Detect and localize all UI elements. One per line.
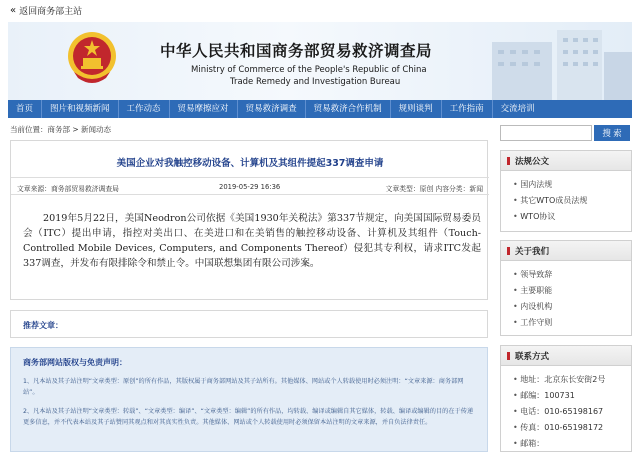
back-to-mofcom-link[interactable] [10, 4, 82, 17]
sidebar-header [501, 151, 631, 171]
sidebar-link-main-functions[interactable]: • 主要职能 [513, 283, 631, 299]
sidebar-link-departments[interactable]: • 内设机构 [513, 299, 631, 315]
nav-item-photo-video-news[interactable]: 图片和视频新闻 [42, 100, 119, 118]
nav-item-rules-negotiation[interactable]: 规则谈判 [391, 100, 442, 118]
search-bar [500, 125, 632, 141]
nav-item-work-updates[interactable]: 工作动态 [119, 100, 170, 118]
nav-item-trade-remedy-cooperation[interactable]: 贸易救济合作机制 [306, 100, 391, 118]
section-marker-icon [507, 352, 510, 360]
main-nav [8, 100, 632, 118]
contact-address: • 地址：北京东长安街2号 [513, 372, 631, 388]
buildings-illustration [472, 22, 632, 100]
search-button[interactable]: 搜 索 [594, 125, 630, 141]
article-source: 文章来源：商务部贸易救济调查局 [17, 185, 119, 193]
sidebar-title: 法规公文 [515, 157, 550, 167]
breadcrumb: 当前位置：商务部 > 新闻动态 [10, 125, 112, 134]
sidebar-link-domestic-regulations[interactable]: • 国内法规 [513, 177, 631, 193]
site-title-cn: 中华人民共和国商务部贸易救济调查局 [160, 42, 433, 60]
nav-item-trade-friction[interactable]: 贸易摩擦应对 [170, 100, 238, 118]
sidebar-contact [500, 345, 632, 452]
article-title: 美国企业对我触控移动设备、计算机及其组件提起337调查申请 [116, 158, 384, 169]
recommended-articles [10, 310, 488, 338]
sidebar-link-work-rules[interactable]: • 工作守则 [513, 315, 631, 331]
sidebar-title: 联系方式 [515, 352, 550, 362]
article-date: 2019-05-29 16:36 [219, 183, 281, 191]
site-title-en-line1: Ministry of Commerce of the People's Republic of China [191, 65, 427, 75]
disclaimer-paragraph-1: 1、凡本站及其子站注明“文章类型：原创”的所有作品，其版权属于商务部网站及其子站所有。其他媒体、网站或个人转载使用时必须注明：“文章来源：商务部网站”。 [23, 378, 464, 396]
nav-item-training[interactable]: 交流培训 [500, 104, 535, 114]
sidebar-link-leader-speech[interactable]: • 领导致辞 [513, 267, 631, 283]
sidebar-link-wto-member-regulations[interactable]: • 其它WTO成员法规 [513, 193, 631, 209]
back-link-label: 返回商务部主站 [19, 7, 83, 17]
sidebar-link-wto-agreements[interactable]: • WTO协议 [513, 209, 631, 225]
contact-fax: • 传真：010-65198172 [513, 420, 631, 436]
sidebar-regulations [500, 150, 632, 232]
article-meta [11, 177, 489, 195]
section-marker-icon [507, 247, 510, 255]
contact-phone: • 电话：010-65198167 [513, 404, 631, 420]
recommended-label: 推荐文章： [23, 321, 63, 330]
article-body: 2019年5月22日，美国Neodron公司依据《美国1930年关税法》第337节规定，向美国国际贸易委员会（ITC）提出申请，指控对美出口、在美进口和在美销售的触控移动设备、计算机及其组件（Touch-Controlled Mobile Devices, Computers, and Components Thereof）侵犯其专利权，请求ITC发起337调查，并发布有限排除令和禁止令。中国联想集团有限公司涉案。 [23, 213, 481, 269]
nav-item-work-guide[interactable]: 工作指南 [442, 100, 493, 118]
disclaimer-title: 商务部网站版权与免责声明： [23, 358, 127, 367]
national-emblem-icon [66, 30, 118, 86]
search-input[interactable] [500, 125, 592, 141]
header-banner [8, 22, 632, 100]
sidebar-header [501, 346, 631, 366]
contact-email: • 邮箱： [513, 436, 631, 452]
contact-postcode: • 邮编：100731 [513, 388, 631, 404]
section-marker-icon [507, 157, 510, 165]
double-chevron-left-icon: « [10, 5, 17, 16]
site-title-en-line2: Trade Remedy and Investigation Bureau [230, 77, 401, 87]
sidebar-header [501, 241, 631, 261]
copyright-disclaimer [10, 347, 488, 452]
sidebar-about-us [500, 240, 632, 336]
article-type: 文章类型：原创 内容分类：新闻 [385, 185, 483, 193]
article-panel [10, 140, 488, 300]
top-bar [0, 0, 640, 22]
disclaimer-paragraph-2: 2、凡本站及其子站注明“文章类型：转载”、“文章类型：编译”、“文章类型：编辑”的所有作品，均转载、编译或编辑自其它媒体，转载、编译或编辑的目的在于传递更多信息，并不代表本站及其子站赞同其观点和对其真实性负责。其他媒体、网站或个人转载使用时必须保留本站注明的文章来源，并自负法律责任。 [23, 408, 474, 426]
sidebar-title: 关于我们 [515, 247, 550, 257]
nav-item-trade-remedy-investigation[interactable]: 贸易救济调查 [238, 100, 306, 118]
nav-item-home[interactable]: 首页 [8, 100, 42, 118]
